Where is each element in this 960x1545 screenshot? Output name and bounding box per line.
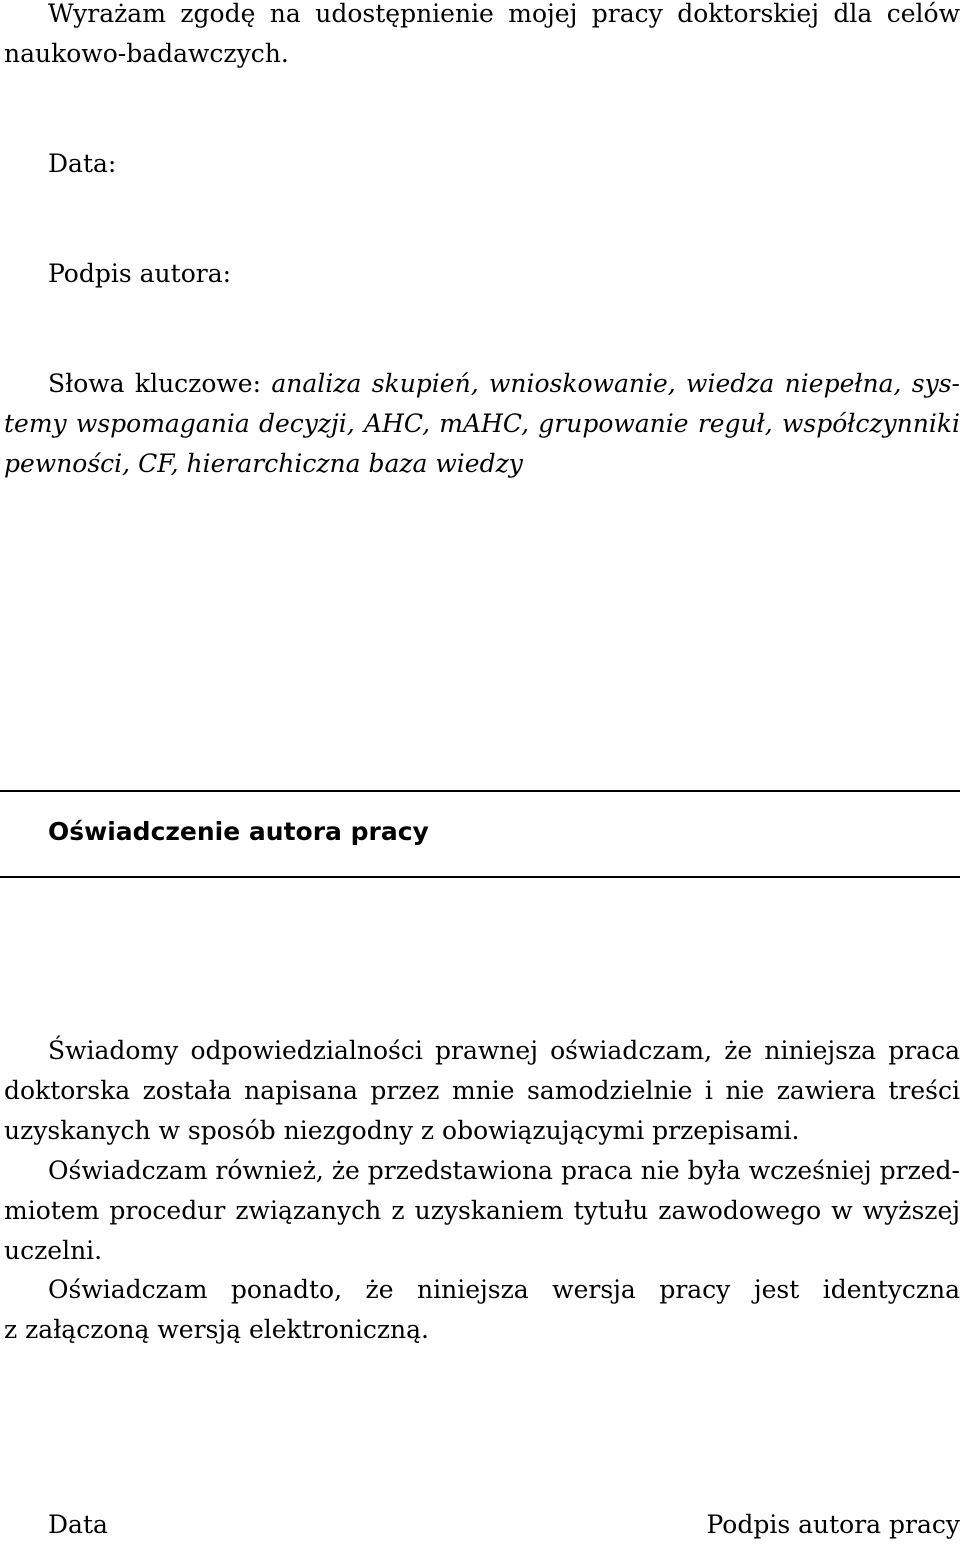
keywords-line-1	[48, 364, 960, 404]
footer-date: Data	[48, 1510, 108, 1539]
declaration-p1-line-2: doktorska została napisana przez mnie samodzielnie i nie zawiera treści	[4, 1076, 960, 1105]
heading-top-rule	[0, 790, 960, 792]
declaration-title: Oświadczenie autora pracy	[48, 817, 429, 846]
signature-label: Podpis autora:	[48, 259, 232, 288]
keywords-line-2: temy wspomagania decyzji, AHC, mAHC, grupowanie reguł, współczynniki	[4, 409, 960, 438]
heading-bottom-rule	[0, 876, 960, 878]
keywords-label: Słowa kluczowe:	[48, 369, 262, 398]
declaration-p3-line-1: Oświadczam ponadto, że niniejsza wersja pracy jest identyczna	[48, 1275, 960, 1304]
declaration-p2-line-3: uczelni.	[4, 1236, 103, 1265]
declaration-p3-line-2: z załączoną wersją elektroniczną.	[4, 1315, 429, 1344]
date-label: Data:	[48, 149, 117, 178]
keywords-line-3: pewności, CF, hierarchiczna baza wiedzy	[4, 449, 523, 478]
keywords-text-1: analiza skupień, wnioskowanie, wiedza niepełna, sys-	[271, 369, 960, 398]
declaration-p1-line-1: Świadomy odpowiedzialności prawnej oświadczam, że niniejsza praca	[48, 1036, 960, 1065]
declaration-p1-line-3: uzyskanych w sposób niezgodny z obowiązującymi przepisami.	[4, 1116, 800, 1145]
declaration-p2-line-1: Oświadczam również, że przedstawiona praca nie była wcześniej przed-	[48, 1156, 960, 1185]
footer-signature: Podpis autora pracy	[706, 1510, 960, 1539]
declaration-p2-line-2: miotem procedur związanych z uzyskaniem tytułu zawodowego w wyższej	[4, 1196, 960, 1225]
consent-line-2: naukowo-badawczych.	[4, 39, 289, 68]
consent-line-1: Wyrażam zgodę na udostępnienie mojej pracy doktorskiej dla celów	[48, 0, 960, 28]
